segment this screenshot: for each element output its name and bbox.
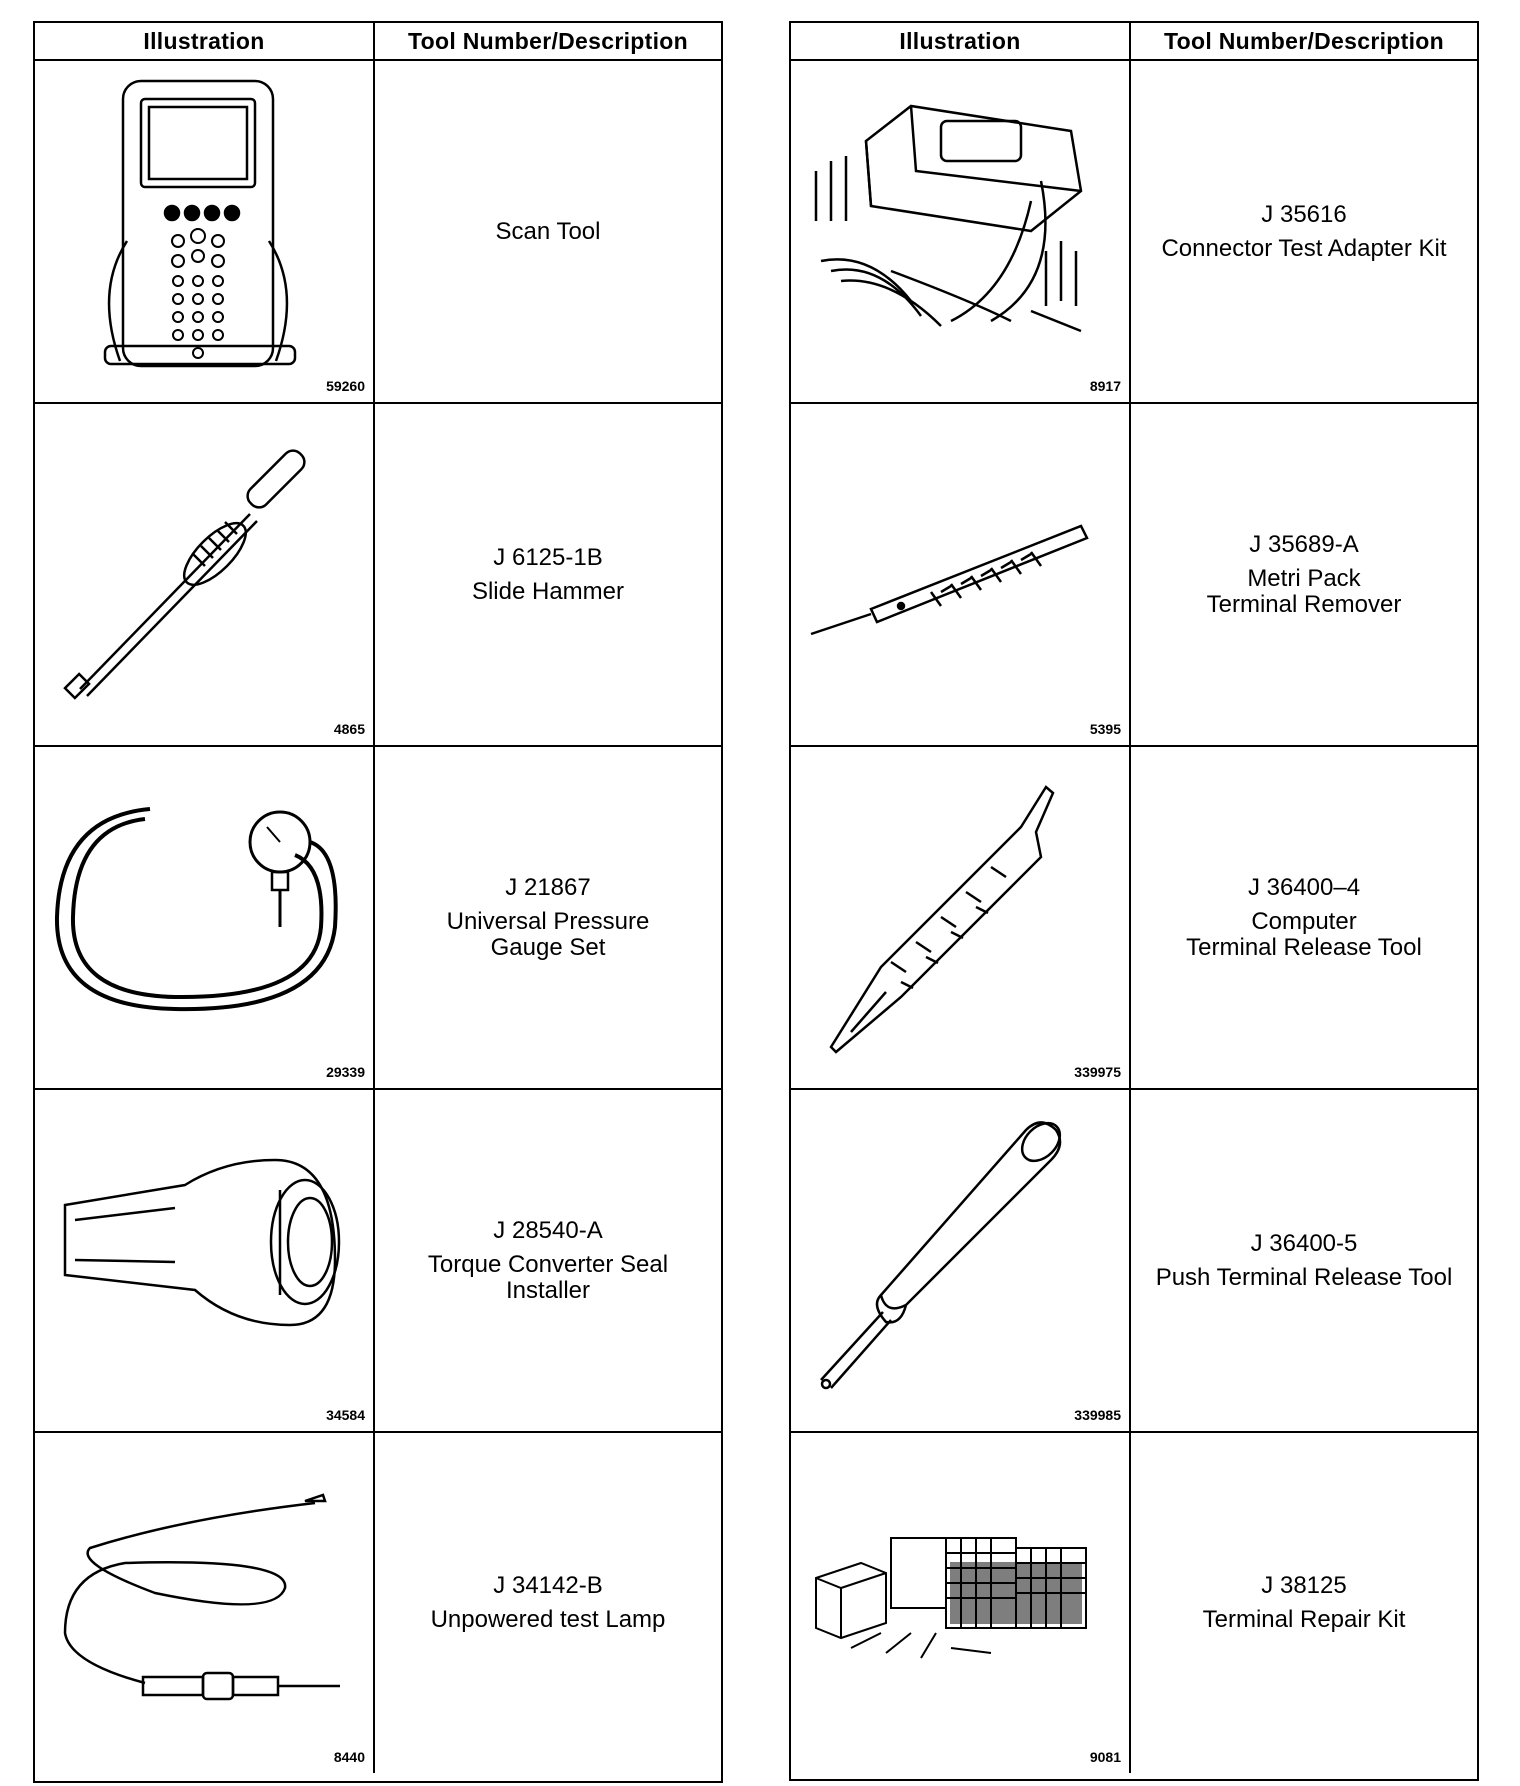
tool-number: J 35689-A: [1249, 530, 1359, 558]
table-row: [35, 1433, 721, 1773]
repair-kit-icon: [791, 1433, 1129, 1774]
figure-number: 8917: [1089, 378, 1121, 394]
header-description: Tool Number/Description: [1164, 27, 1444, 54]
table-row: [791, 1433, 1477, 1773]
description-cell: [1131, 747, 1477, 1088]
figure-number: 34584: [326, 1407, 365, 1423]
illustration-cell: [791, 747, 1131, 1088]
description-cell: [375, 1090, 721, 1431]
illustration-cell: [35, 747, 375, 1088]
scan-tool-icon: [35, 61, 373, 402]
table-row: [35, 404, 721, 747]
illustration-cell: [791, 1090, 1131, 1431]
push-release-tool-icon: [791, 1090, 1129, 1431]
table-row: [791, 1090, 1477, 1433]
tool-description-line: Torque Converter Seal: [427, 1250, 669, 1278]
tool-description-line: Metri Pack: [1247, 564, 1361, 592]
tool-description-line: Gauge Set: [490, 933, 606, 961]
tool-table-left: [33, 21, 723, 1783]
tool-description-line: Slide Hammer: [471, 577, 625, 605]
illustration-cell: [791, 404, 1131, 745]
illustration-cell: [35, 404, 375, 745]
pressure-gauge-icon: [35, 747, 373, 1088]
figure-number: 339975: [1074, 1064, 1121, 1080]
table-header: [791, 23, 1477, 61]
description-cell: [1131, 1433, 1477, 1773]
table-row: [791, 404, 1477, 747]
description-cell: [1131, 404, 1477, 745]
illustration-cell: [791, 61, 1131, 402]
tool-description-line: Computer: [1251, 907, 1357, 935]
seal-installer-icon: [35, 1090, 373, 1431]
tool-description-line: Push Terminal Release Tool: [1155, 1263, 1453, 1291]
figure-number: 339985: [1074, 1407, 1121, 1423]
slide-hammer-icon: [35, 404, 373, 745]
figure-number: 59260: [326, 378, 365, 394]
table-row: [791, 61, 1477, 404]
table-row: [35, 1090, 721, 1433]
tool-number: J 36400–4: [1247, 873, 1361, 901]
table-header: [35, 23, 721, 61]
table-row: [35, 747, 721, 1090]
illustration-cell: [35, 61, 375, 402]
description-cell: [375, 1433, 721, 1773]
tool-number: J 28540-A: [493, 1216, 603, 1244]
tool-description-line: Installer: [505, 1276, 591, 1304]
tool-description-line: Scan Tool: [495, 217, 601, 245]
illustration-cell: [791, 1433, 1131, 1773]
figure-number: 5395: [1089, 721, 1121, 737]
illustration-cell: [35, 1090, 375, 1431]
adapter-kit-icon: [791, 61, 1129, 402]
tool-description-line: Terminal Repair Kit: [1202, 1606, 1406, 1633]
description-cell: [375, 404, 721, 745]
description-cell: [375, 747, 721, 1088]
figure-number: 4865: [333, 721, 365, 737]
header-description: Tool Number/Description: [408, 27, 688, 54]
tool-number: J 35616: [1261, 200, 1347, 228]
figure-number: 9081: [1089, 1749, 1121, 1765]
test-lamp-icon: [35, 1433, 373, 1774]
tool-number: J 21867: [505, 873, 591, 901]
tool-number: J 36400-5: [1250, 1229, 1358, 1257]
tool-description-line: Unpowered test Lamp: [430, 1606, 666, 1633]
tool-description-line: Terminal Release Tool: [1186, 933, 1422, 961]
tool-description-line: Terminal Remover: [1206, 590, 1402, 618]
description-cell: [1131, 61, 1477, 402]
description-cell: [1131, 1090, 1477, 1431]
tool-table-right: [789, 21, 1479, 1781]
tool-number: J 6125-1B: [493, 543, 603, 571]
tool-number: J 38125: [1261, 1572, 1347, 1599]
tool-description-line: Connector Test Adapter Kit: [1161, 234, 1447, 262]
figure-number: 8440: [333, 1749, 365, 1765]
terminal-remover-icon: [791, 404, 1129, 745]
tool-number: J 34142-B: [493, 1572, 603, 1599]
description-cell: [375, 61, 721, 402]
table-row: [35, 61, 721, 404]
figure-number: 29339: [326, 1064, 365, 1080]
table-row: [791, 747, 1477, 1090]
release-tool-icon: [791, 747, 1129, 1088]
tool-description-line: Universal Pressure: [446, 907, 650, 935]
illustration-cell: [35, 1433, 375, 1773]
header-illustration: Illustration: [35, 23, 375, 59]
header-illustration: Illustration: [791, 23, 1131, 59]
